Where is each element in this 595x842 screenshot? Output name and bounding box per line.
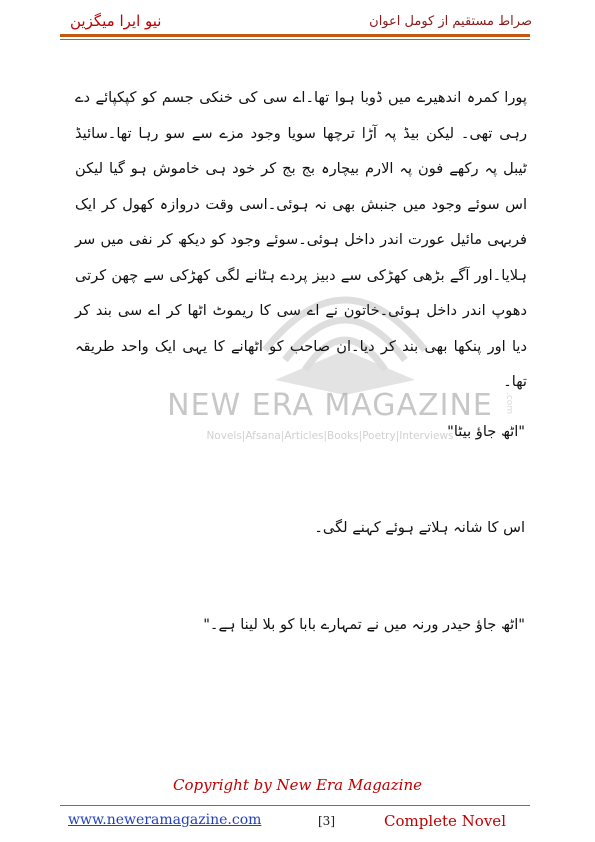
copyright-notice: Copyright by New Era Magazine (173, 776, 422, 794)
header-rule-thin (60, 39, 530, 40)
page-number: [3] (318, 814, 335, 828)
footer-rule (60, 805, 530, 806)
magazine-name: نیو ایرا میگزین (70, 12, 162, 30)
footer-label: Complete Novel (384, 812, 506, 830)
website-link[interactable]: www.neweramagazine.com (68, 812, 262, 828)
novel-title-author: صراط مستقیم از کومل اعوان (369, 14, 532, 29)
watermark-domain: .com (504, 392, 514, 415)
dialogue-line: "اٹھ جاؤ بیٹا" (447, 423, 525, 440)
header-rule (60, 34, 530, 37)
dialogue-line: "اٹھ جاؤ حیدر ورنہ میں نے تمہارے بابا کو بلا لینا ہے۔" (203, 616, 525, 633)
body-paragraph: پورا کمرہ اندھیرے میں ڈوبا ہوا تھا۔اے سی کی خنکی جسم کو کپکپائے دے رہی تھی۔ لیکن بیڈ پہ آڑا ترچھا سویا وجود مزے سے سو رہا تھا۔سائیڈ ٹیبل پہ رکھے فون پہ الارم بیچارہ بج بج کر خود ہی خاموش ہو گیا لیکن اس سوئے وجود میں جنبش بھی نہ ہوئی۔اسی وقت دروازہ کھول کر ایک فربہی مائیل عورت اندر داخل ہوئی۔سوئے وجود کو دیکھ کر نفی میں سر ہلایا۔اور آگے بڑھی کھڑکی سے دبیز پردے ہٹانے لگی کھڑکی سے چھن کرتی دھوپ اندر داخل ہوئی۔خاتون نے اے سی کا ریموٹ اٹھا کر اے سی بند کر دیا اور پنکھا بھی بند کر دیا۔ان صاحب کو اٹھانے کا یہی ایک واحد طریقہ تھا۔ (75, 89, 527, 390)
watermark-title: NEW ERA MAGAZINE (167, 388, 493, 423)
narration-line: اس کا شانہ ہلاتے ہوئے کہنے لگی۔ (314, 519, 525, 536)
watermark-subtitle: Novels|Afsana|Articles|Books|Poetry|Interviews (206, 430, 454, 442)
